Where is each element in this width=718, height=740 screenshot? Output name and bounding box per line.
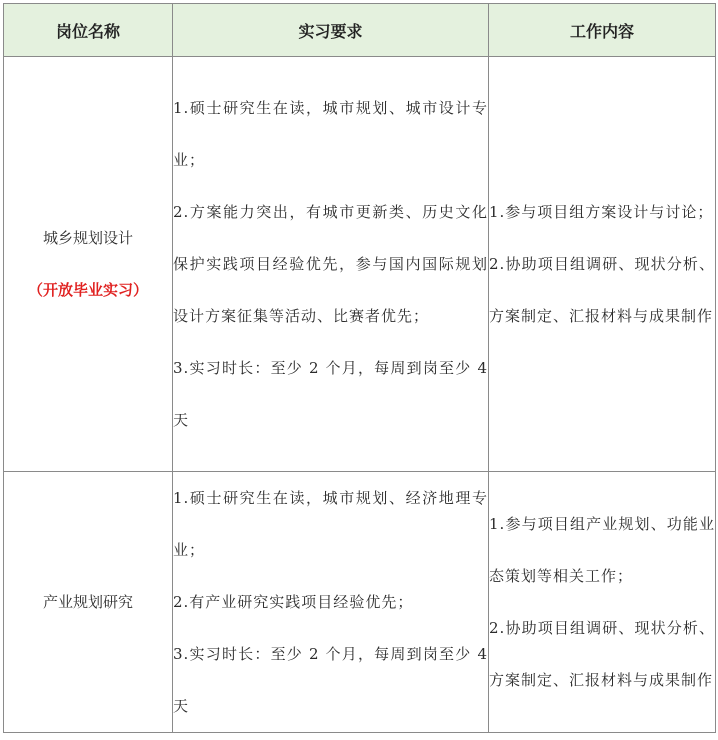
work-item: 2.协助项目组调研、现状分析、方案制定、汇报材料与成果制作 <box>489 255 715 325</box>
position-cell <box>4 57 173 472</box>
header-row <box>4 4 716 57</box>
work-content-cell <box>489 472 716 733</box>
requirement-item: 2.有产业研究实践项目经验优先； <box>173 593 414 611</box>
work-content-cell <box>489 57 716 472</box>
position-name: 产业规划研究 <box>42 593 133 611</box>
requirement-item: 2.方案能力突出，有城市更新类、历史文化保护实践项目经验优先，参与国内国际规划设计方案征集等活动、比赛者优先； <box>173 203 488 325</box>
requirement-item: 3.实习时长：至少 2 个月，每周到岗至少 4 天 <box>173 359 488 429</box>
work-item: 1.参与项目组产业规划、功能业态策划等相关工作； <box>489 515 715 585</box>
table-row <box>4 472 716 733</box>
internship-table <box>3 3 716 733</box>
table-row <box>4 57 716 472</box>
header-work-content: 工作内容 <box>489 4 716 57</box>
position-cell <box>4 472 173 733</box>
requirement-item: 1.硕士研究生在读，城市规划、城市设计专业； <box>173 99 488 169</box>
header-requirements: 实习要求 <box>173 4 489 57</box>
position-name: 城乡规划设计 <box>42 229 133 247</box>
work-item: 2.协助项目组调研、现状分析、方案制定、汇报材料与成果制作 <box>489 619 715 689</box>
requirement-item: 1.硕士研究生在读，城市规划、经济地理专业； <box>173 489 488 559</box>
work-item: 1.参与项目组方案设计与讨论； <box>489 203 714 221</box>
requirements-cell <box>173 472 489 733</box>
position-note: （开放毕业实习） <box>27 281 148 299</box>
requirements-cell <box>173 57 489 472</box>
requirement-item: 3.实习时长：至少 2 个月，每周到岗至少 4 天 <box>173 645 488 715</box>
header-position: 岗位名称 <box>4 4 173 57</box>
